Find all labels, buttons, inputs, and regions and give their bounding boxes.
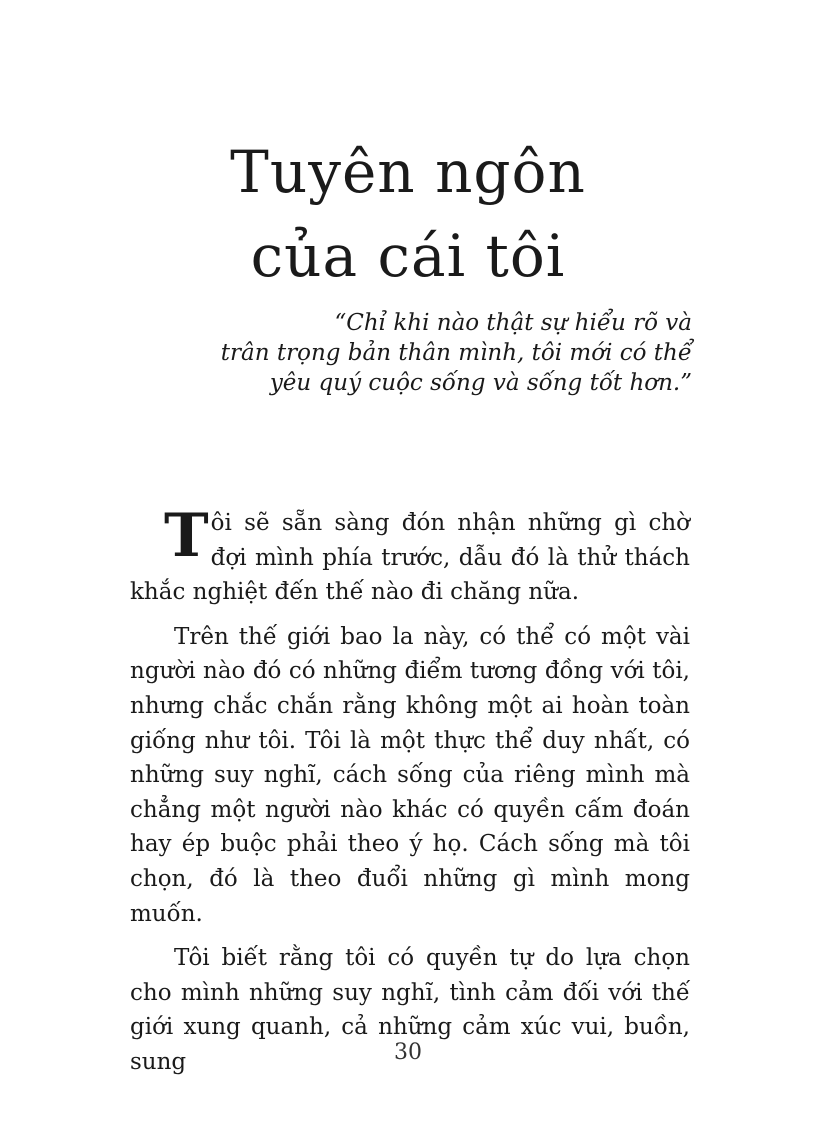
paragraph-2: Trên thế giới bao la này, có thể có một vài người nào đó có những điểm tương đồng với tôi, nhưng chắc chắn rằng không một ai hoàn toàn giống như tôi. Tôi là một thực thể duy nhất, có những suy nghĩ, cách sống của riêng mình mà chẳng một người nào khác có quyền cấm đoán hay ép buộc phải theo ý họ. Cách sống mà tôi chọn, đó là theo đuổi những gì mình mong muốn. (130, 623, 690, 927)
epigraph-quote (132, 308, 692, 398)
paragraph-3: Tôi biết rằng tôi có quyền tự do lựa chọn cho mình những suy nghĩ, tình cảm đối với thế giới xung quanh, cả những cảm xúc vui, buồn, sung (130, 945, 690, 1075)
chapter-title (0, 130, 816, 298)
epigraph-line-3: yêu quý cuộc sống và sống tốt hơn.” (269, 370, 692, 396)
chapter-title-line-1: Tuyên ngôn (230, 138, 586, 206)
body-text (130, 501, 690, 1090)
chapter-title-line-2: của cái tôi (250, 222, 566, 290)
paragraph-1-text: ôi sẽ sẵn sàng đón nhận những gì chờ đợi mình phía trước, dẫu đó là thử thách khắc nghiệt đến thế nào đi chăng nữa. (130, 510, 690, 606)
page-number: 30 (394, 1040, 422, 1065)
epigraph-line-1: “Chỉ khi nào thật sự hiểu rõ và (334, 310, 692, 336)
paragraph-1 (130, 501, 690, 610)
drop-cap: T (164, 501, 209, 571)
epigraph-line-2: trân trọng bản thân mình, tôi mới có thể (220, 340, 692, 366)
